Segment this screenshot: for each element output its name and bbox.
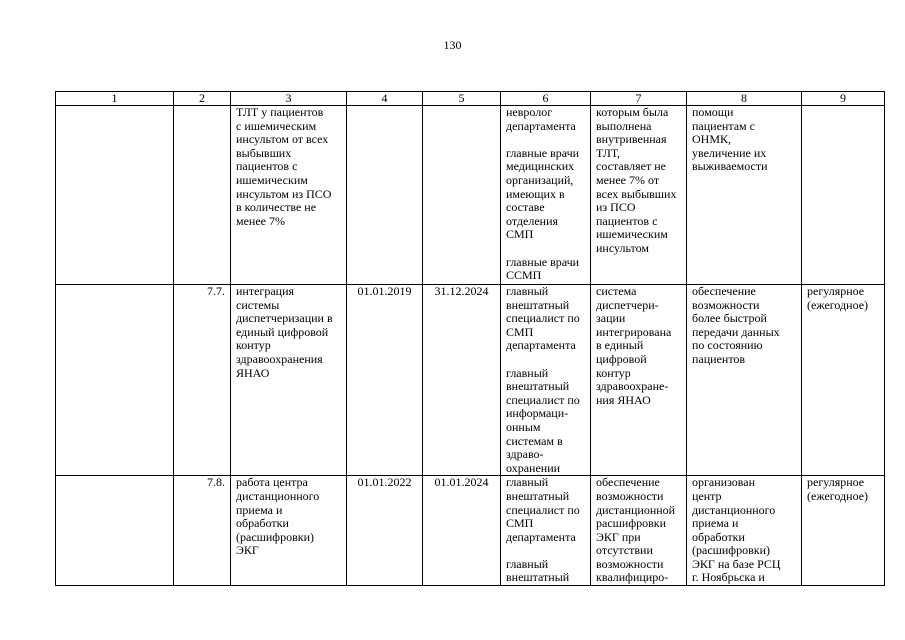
item-number-cell: 7.7. — [174, 285, 231, 476]
table-cell — [56, 106, 174, 285]
effect-cell: обеспечение возможности более быстрой передачи данных по состоянию пациентов — [687, 285, 802, 476]
periodicity-cell: регулярное (ежегодное) — [802, 285, 885, 476]
responsible-cell: главный внештатный специалист по СМП департамента главный внештатный специалист по информаци- онным системам в здраво- охранении — [501, 285, 591, 476]
item-number-cell — [174, 106, 231, 285]
column-header: 6 — [501, 92, 591, 106]
table-row — [56, 285, 885, 476]
activity-cell: ТЛТ у пациентов с ишемическим инсультом от всех выбывших пациентов с ишемическим инсультом из ПСО в количестве не менее 7% — [231, 106, 347, 285]
column-number-row — [56, 92, 885, 106]
activity-cell: интеграция системы диспетчеризации в единый цифровой контур здравоохранения ЯНАО — [231, 285, 347, 476]
column-header: 3 — [231, 92, 347, 106]
table-row — [56, 106, 885, 285]
table-row — [56, 476, 885, 586]
result-cell: обеспечение возможности дистанционной расшифровки ЭКГ при отсутствии возможности квалифициро- — [591, 476, 687, 586]
table-cell — [56, 285, 174, 476]
responsible-cell: невролог департамента главные врачи медицинских организаций, имеющих в составе отделения СМП главные врачи ССМП — [501, 106, 591, 285]
column-header: 9 — [802, 92, 885, 106]
start-date-cell: 01.01.2022 — [347, 476, 423, 586]
start-date-cell: 01.01.2019 — [347, 285, 423, 476]
end-date-cell: 01.01.2024 — [423, 476, 501, 586]
activity-cell: работа центра дистанционного приема и обработки (расшифровки) ЭКГ — [231, 476, 347, 586]
plan-table — [55, 91, 885, 586]
start-date-cell — [347, 106, 423, 285]
column-header: 4 — [347, 92, 423, 106]
end-date-cell: 31.12.2024 — [423, 285, 501, 476]
effect-cell: помощи пациентам с ОНМК, увеличение их выживаемости — [687, 106, 802, 285]
table-cell — [56, 476, 174, 586]
page-number: 130 — [443, 38, 462, 52]
column-header: 7 — [591, 92, 687, 106]
periodicity-cell — [802, 106, 885, 285]
result-cell: которым была выполнена внутривенная ТЛТ, составляет не менее 7% от всех выбывших из ПСО пациентов с ишемическим инсультом — [591, 106, 687, 285]
responsible-cell: главный внештатный специалист по СМП департамента главный внештатный — [501, 476, 591, 586]
column-header: 1 — [56, 92, 174, 106]
column-header: 5 — [423, 92, 501, 106]
periodicity-cell: регулярное (ежегодное) — [802, 476, 885, 586]
item-number-cell: 7.8. — [174, 476, 231, 586]
result-cell: система диспетчери- зации интегрирована в единый цифровой контур здравоохране- ния ЯНАО — [591, 285, 687, 476]
end-date-cell — [423, 106, 501, 285]
column-header: 2 — [174, 92, 231, 106]
effect-cell: организован центр дистанционного приема и обработки (расшифровки) ЭКГ на базе РСЦ г. Ноябрьска и — [687, 476, 802, 586]
column-header: 8 — [687, 92, 802, 106]
